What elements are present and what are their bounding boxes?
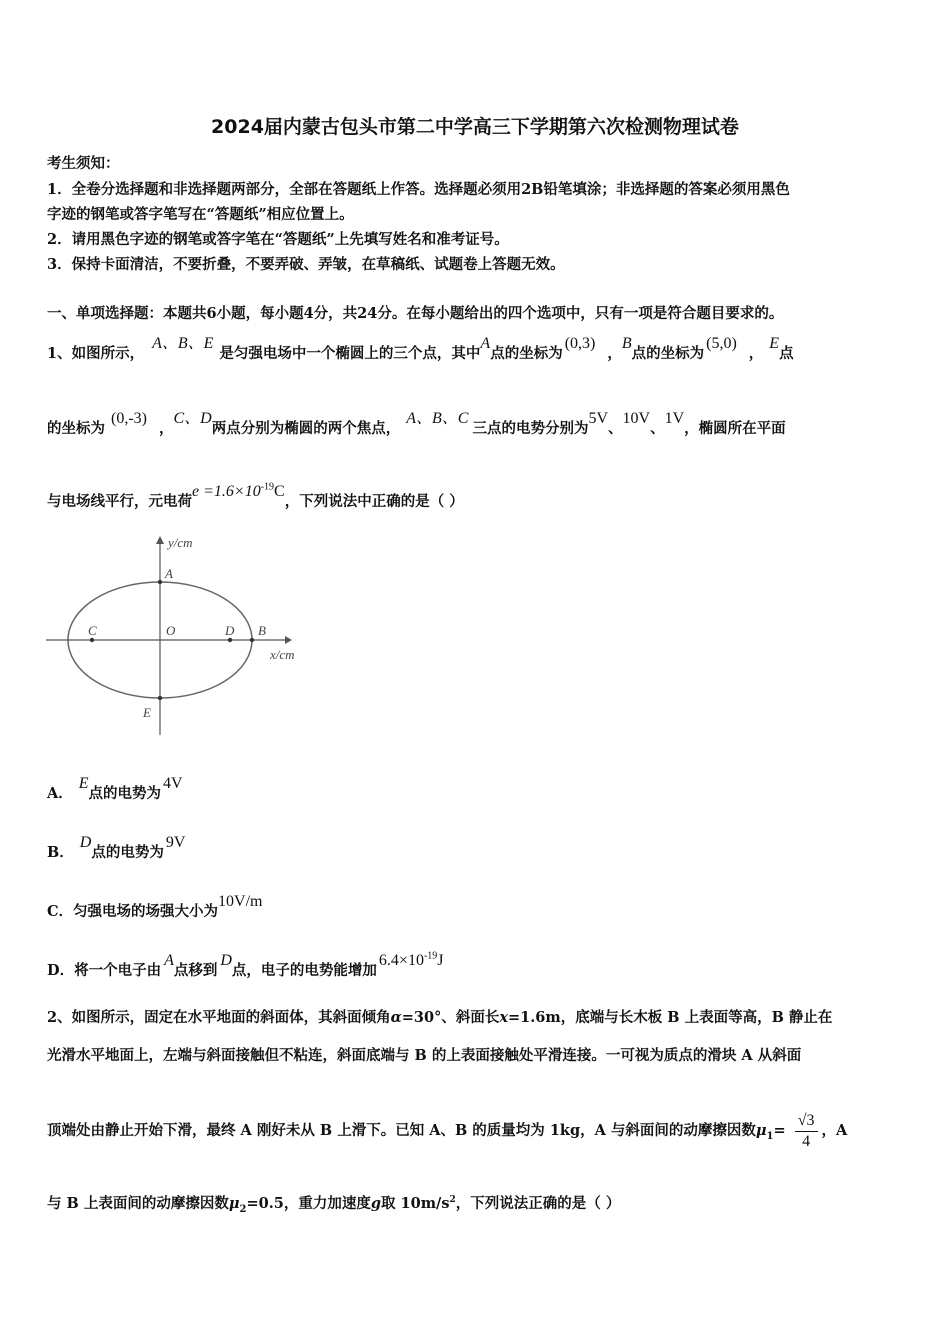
option-d-energy	[379, 952, 444, 969]
q1-points-abc: A、B、C	[406, 410, 469, 427]
q1-text: 1、如图所示，	[47, 345, 145, 362]
q1-text: 的坐标为	[47, 420, 105, 437]
q2-frac-numerator: √3	[797, 1111, 815, 1129]
q1-text: 与电场线平行，元电荷	[47, 493, 192, 510]
q1-point-e: E	[769, 335, 780, 352]
q1-potential-a: 5V	[588, 410, 609, 427]
label-a: A	[165, 566, 173, 581]
option-b-value: 9V	[165, 834, 186, 851]
option-a-var: E	[78, 775, 89, 792]
option-d-var-d: D	[220, 952, 232, 969]
option-a-text: 点的电势为	[88, 785, 162, 802]
q1-b-coord: (5,0)	[706, 335, 737, 352]
option-b[interactable]	[47, 834, 186, 862]
point-a-dot	[158, 580, 162, 584]
q1-charge-unit: C	[274, 483, 285, 500]
q2-x: x	[499, 1009, 508, 1026]
option-c[interactable]	[47, 893, 263, 921]
option-b-var: D	[79, 834, 92, 851]
option-b-text: 点的电势为	[91, 844, 164, 861]
y-axis-arrow	[156, 536, 164, 544]
notice-heading: 考生须知：	[47, 155, 120, 172]
option-a-label: A．	[47, 785, 73, 802]
point-d-dot	[228, 638, 232, 642]
q2-line3	[47, 1106, 847, 1156]
label-c: C	[88, 623, 97, 638]
option-d-energy-value: 6.4×10	[378, 952, 424, 969]
q2-text: 与 B 上表面间的动摩擦因数	[47, 1195, 229, 1212]
q1-points-abe: A、B、E	[152, 335, 214, 352]
q2-mu1: μ	[755, 1122, 767, 1139]
q2-line2: 光滑水平地面上，左端与斜面接触但不粘连，斜面底端与 B 的上表面接触处平滑连接。一可视为质点的滑块 A 从斜面	[47, 1047, 802, 1064]
label-o: O	[166, 623, 176, 638]
x-axis-label: x/cm	[270, 647, 295, 662]
option-d-energy-exp: -19	[423, 950, 438, 962]
q1-potential-c: 1V	[664, 410, 685, 427]
option-d-var-a: A	[164, 952, 174, 969]
label-e: E	[143, 705, 151, 720]
page-title: 2024届内蒙古包头市第二中学高三下学期第六次检测物理试卷	[211, 116, 739, 138]
q2-alpha: α	[390, 1009, 402, 1026]
q1-text: ，下列说法中正确的是（ ）	[284, 493, 464, 510]
q2-mu1-fraction	[795, 1111, 818, 1152]
q1-text: 三点的电势分别为	[472, 420, 589, 437]
option-a[interactable]	[47, 775, 183, 803]
q2-frac-denominator: 4	[795, 1131, 818, 1152]
notice-item-1-cont: 字迹的钢笔或答字笔写在“答题纸”相应位置上。	[47, 206, 354, 223]
q2-mu2: μ	[228, 1195, 240, 1212]
q1-line3	[47, 481, 464, 511]
notice-item-2: 2．请用黑色字迹的钢笔或答字笔在“答题纸”上先填写姓名和准考证号。	[47, 231, 509, 248]
q1-e-coord: (0,-3)	[111, 410, 147, 427]
option-d-text: 点移到	[173, 962, 218, 979]
q2-equals: =	[773, 1122, 786, 1139]
option-d[interactable]	[47, 950, 444, 980]
point-c-dot	[90, 638, 94, 642]
q2-text: 取 10m/s	[380, 1195, 450, 1212]
q2-text: ，下列说法正确的是（ ）	[455, 1195, 621, 1212]
q2-line1	[47, 1006, 832, 1027]
q1-a-coord: (0,3)	[564, 335, 596, 352]
option-d-energy-unit: J	[437, 952, 444, 969]
x-axis-arrow	[285, 636, 292, 644]
option-c-label: C．	[47, 903, 74, 920]
option-b-label: B．	[47, 844, 74, 861]
label-b: B	[258, 623, 266, 638]
q1-potential-b: 10V	[622, 410, 651, 427]
option-a-value: 4V	[163, 775, 183, 792]
option-c-text: 匀强电场的场强大小为	[73, 903, 219, 920]
q1-text: 点	[779, 345, 794, 362]
q1-line2: 的坐标为(0,-3)，C、D两点分别为椭圆的两个焦点，A、B、C三点的电势分别为5V、10V、1V，椭圆所在平面	[47, 410, 786, 437]
q2-text: =0.5，重力加速度	[246, 1195, 371, 1212]
q1-text: ，椭圆所在平面	[684, 420, 786, 437]
q2-mu2-sub: 2	[239, 1203, 247, 1215]
option-d-text: 将一个电子由	[74, 962, 162, 979]
q2-line4	[47, 1192, 620, 1215]
q2-text: =30°、斜面长	[401, 1009, 500, 1026]
option-d-text: 点，电子的电势能增加	[231, 962, 377, 979]
q1-text: 两点分别为椭圆的两个焦点，	[211, 420, 401, 437]
q1-charge	[192, 483, 285, 500]
q2-text: ，A	[821, 1122, 848, 1139]
q1-sep: 、	[608, 420, 623, 437]
label-d: D	[225, 623, 235, 638]
point-b-dot	[250, 638, 254, 642]
q1-points-cd: C、D	[173, 410, 212, 427]
y-axis-label: y/cm	[168, 535, 193, 550]
q1-line1: 1、如图所示，A、B、E是匀强电场中一个椭圆上的三个点，其中A点的坐标为(0,3)，B点的坐标为(5,0)，E点	[47, 335, 794, 362]
q1-point-b: B	[621, 335, 632, 352]
q1-text: 是匀强电场中一个椭圆上的三个点，其中	[219, 345, 481, 362]
q1-sep: 、	[650, 420, 665, 437]
q1-text: 点的坐标为	[631, 345, 705, 362]
q1-charge-value: e =1.6×10	[192, 483, 261, 500]
q1-point-a: A	[480, 335, 491, 352]
q1-text: 点的坐标为	[490, 345, 563, 362]
q2-mu1-sub: 1	[766, 1130, 774, 1142]
notice-item-1: 1．全卷分选择题和非选择题两部分，全部在答题纸上作答。选择题必须用2B铅笔填涂；非选择题的答案必须用黑色	[47, 181, 790, 198]
q2-g: g	[370, 1195, 381, 1212]
q2-square: 2	[449, 1195, 456, 1206]
option-d-label: D．	[47, 962, 75, 979]
q1-charge-exp: -19	[260, 481, 275, 493]
notice-item-3: 3．保持卡面清洁，不要折叠，不要弄破、弄皱，在草稿纸、试题卷上答题无效。	[47, 256, 565, 273]
option-c-value: 10V/m	[218, 893, 263, 910]
point-e-dot	[158, 696, 162, 700]
section-heading: 一、单项选择题：本题共6小题，每小题4分，共24分。在每小题给出的四个选项中，只有一项是符合题目要求的。	[47, 305, 784, 322]
ellipse-figure	[40, 530, 310, 740]
q2-text: 2、如图所示，固定在水平地面的斜面体，其斜面倾角	[47, 1009, 391, 1026]
q2-text: 顶端处由静止开始下滑，最终 A 刚好未从 B 上滑下。已知 A、B 的质量均为 1kg，A 与斜面间的动摩擦因数	[47, 1122, 756, 1139]
q2-text: =1.6m，底端与长木板 B 上表面等高，B 静止在	[508, 1009, 833, 1026]
